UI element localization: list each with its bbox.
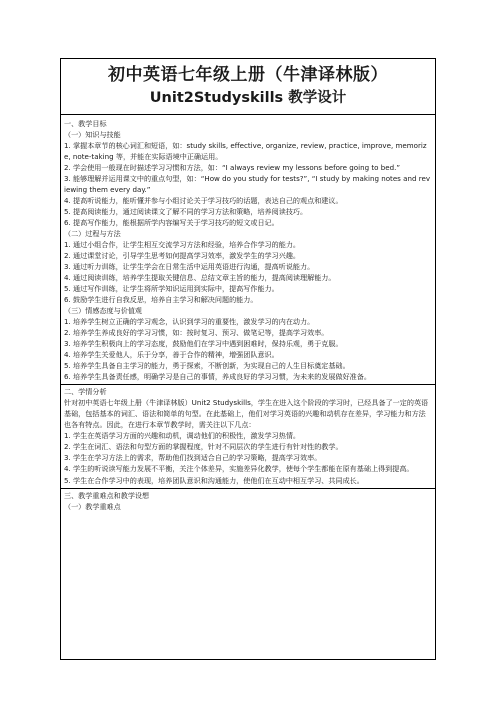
row-divider	[61, 384, 435, 385]
values-item-2: 2. 培养学生养成良好的学习习惯，如：按时复习、预习、做笔记等，提高学习效率。	[64, 328, 329, 338]
knowledge-item-5: 5. 提高阅读能力，通过阅读课文了解不同的学习方法和策略，培养阅读技巧。	[64, 207, 308, 217]
subheading-process: （二）过程与方法	[64, 229, 121, 239]
process-item-6: 6. 鼓励学生进行自我反思，培养自主学习和解决问题的能力。	[64, 295, 258, 305]
lesson-plan-sheet	[60, 58, 436, 660]
knowledge-item-1: 1. 掌握本章节的核心词汇和短语，如：study skills, effective, organize, review, practice, improve, memorize, note-taking 等，并能在实际语境中正确运用。	[64, 141, 427, 162]
values-item-1: 1. 培养学生树立正确的学习观念，认识到学习的重要性，激发学习的内在动力。	[64, 317, 315, 327]
analysis-item-2: 2. 学生在词汇、语法和句型方面的掌握程度，针对不同层次的学生进行有针对性的教学。	[64, 442, 343, 452]
values-item-6: 6. 培养学生具备责任感，明确学习是自己的事情，养成良好的学习习惯，为未来的发展做好准备。	[64, 372, 371, 382]
row-divider	[61, 488, 435, 489]
subheading-knowledge: （一）知识与技能	[64, 130, 121, 140]
knowledge-item-2: 2. 学会使用一般现在时描述学习习惯和方法，如：“I always review my lessons before going to bed.”	[64, 163, 401, 173]
process-item-4: 4. 通过阅读训练，培养学生提取关键信息、总结文章主旨的能力，提高阅读理解能力。	[64, 273, 336, 283]
values-item-5: 5. 培养学生具备自主学习的能力，勇于探索，不断创新，为实现自己的人生目标奠定基础。	[64, 361, 350, 371]
process-item-5: 5. 通过写作训练，让学生将所学知识运用到实际中，提高写作能力。	[64, 284, 279, 294]
knowledge-item-4: 4. 提高听说能力，能听懂并参与小组讨论关于学习技巧的话题，表达自己的观点和建议。	[64, 196, 343, 206]
process-item-2: 2. 通过课堂讨论，引导学生思考如何提高学习效率，激发学生的学习兴趣。	[64, 251, 301, 261]
analysis-item-1: 1. 学生在英语学习方面的兴趣和动机，调动他们的积极性，激发学习热情。	[64, 431, 301, 441]
knowledge-item-3: 3. 能够理解并运用课文中的重点句型，如：“How do you study for tests?”, “I study by making notes and reviewing them every day.”	[64, 174, 431, 195]
document-body	[61, 115, 435, 512]
process-item-3: 3. 通过听力训练，让学生学会在日常生活中运用英语进行沟通，提高听说能力。	[64, 262, 315, 272]
analysis-item-3: 3. 学生在学习方法上的需求，帮助他们找到适合自己的学习策略，提高学习效率。	[64, 453, 322, 463]
document-title: 初中英语七年级上册（牛津译林版）	[108, 65, 388, 85]
subheading-values: （三）情感态度与价值观	[64, 306, 143, 316]
document-subtitle: Unit2Studyskills 教学设计	[149, 90, 347, 106]
values-item-4: 4. 培养学生关爱他人，乐于分享，善于合作的精神，增强团队意识。	[64, 350, 279, 360]
section-heading-objectives: 一、教学目标	[64, 119, 107, 128]
analysis-intro: 针对初中英语七年级上册（牛津译林版）Unit2 Studyskills，学生在进入这个阶段的学习时，已经具备了一定的英语基础，包括基本的词汇、语法和简单的句型。在此基础上，他们对学习英语的兴趣和动机存在差异，学习能力和方法也各有特点。因此，在进行本章节教学时，需关注以下几点：	[64, 398, 429, 430]
process-item-1: 1. 通过小组合作，让学生相互交流学习方法和经验，培养合作学习的能力。	[64, 240, 301, 250]
values-item-3: 3. 培养学生积极向上的学习态度，鼓励他们在学习中遇到困难时，保持乐观，勇于克服。	[64, 339, 343, 349]
knowledge-item-6: 6. 提高写作能力，能根据所学内容编写关于学习技巧的短文或日记。	[64, 218, 279, 228]
section-heading-analysis: 二、学情分析	[64, 387, 107, 397]
subheading-keypoints: （一）教学重难点	[64, 501, 121, 511]
section-heading-keypoints: 三、教学重难点和教学设想	[64, 490, 150, 500]
analysis-item-5: 5. 学生在合作学习中的表现，培养团队意识和沟通能力，使他们在互动中相互学习、共同成长。	[64, 475, 364, 485]
analysis-item-4: 4. 学生的听说读写能力发展不平衡，关注个体差异，实施差异化教学，使每个学生都能在原有基础上得到提高。	[64, 464, 414, 474]
title-cell	[61, 59, 435, 115]
